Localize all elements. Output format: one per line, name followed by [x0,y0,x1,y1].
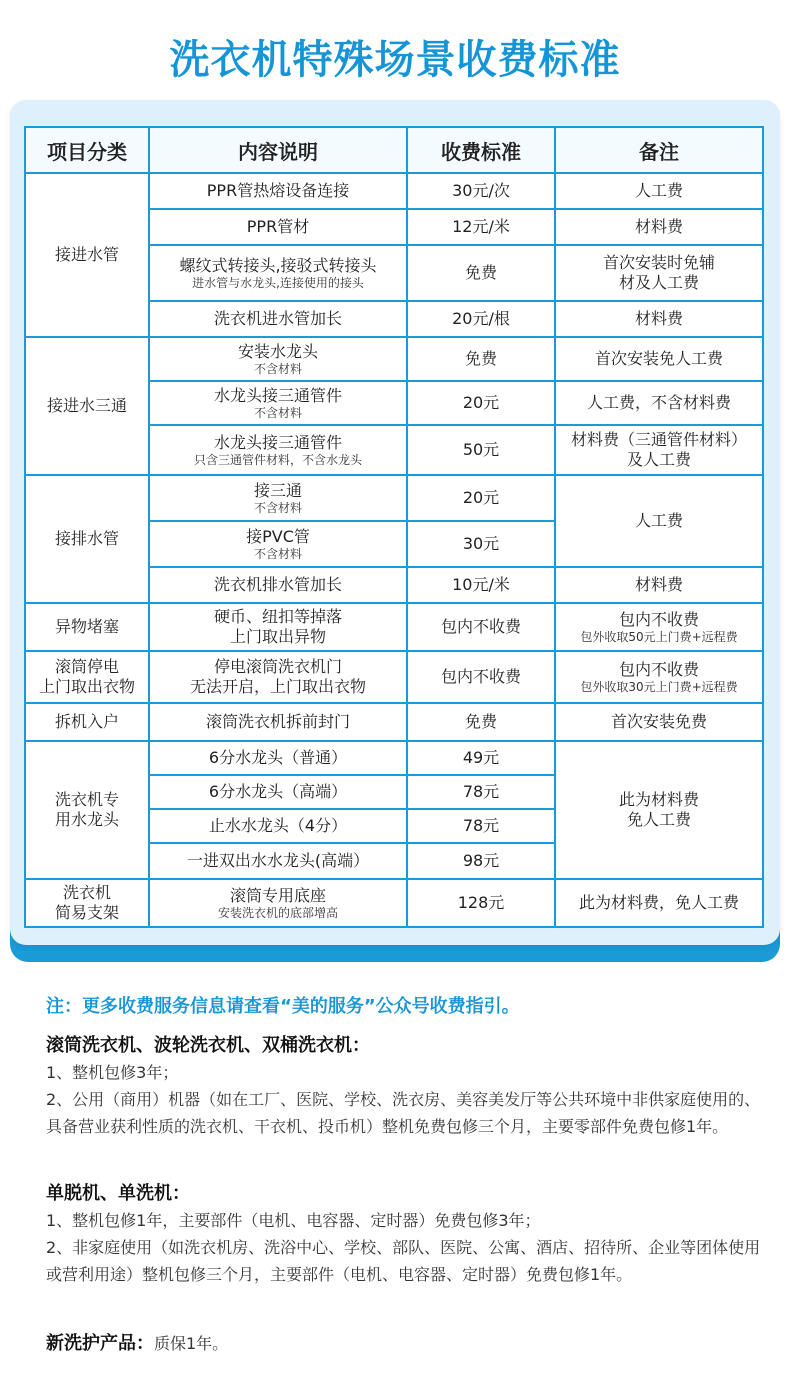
remark-line: 免人工费 [626,810,691,829]
content-cell: 6分水龙头（普通） [149,741,407,775]
section-heading: 单脱机、单洗机： [46,1183,190,1204]
fee-cell: 免费 [407,245,555,301]
remark-line: 及人工费 [626,450,691,469]
fee-cell: 免费 [407,703,555,741]
content-cell: 止水水龙头（4分） [149,809,407,843]
content-cell [149,475,407,521]
remark-cell [555,245,763,301]
page-title: 洗衣机特殊场景收费标准 [169,37,621,83]
content-main: 接PVC管 [246,527,310,546]
content-cell [149,651,407,703]
category-cell [25,879,149,927]
header-content: 内容说明 [149,127,407,173]
remark-cell: 首次安装免费 [555,703,763,741]
remark-cell [555,741,763,879]
category-cell: 异物堵塞 [25,603,149,651]
category-line: 用水龙头 [54,810,119,829]
section-text: 质保1年。 [154,1334,229,1353]
section-paragraph: 2、非家庭使用（如洗衣机房、洗浴中心、学校、部队、医院、公寓、酒店、招待所、企业等团体使用或营利用途）整机包修三个月，主要部件（电机、电容器、定时器）免费包修1年。 [46,1238,761,1284]
content-sub: 不含材料 [253,362,302,376]
content-line: 硬币、纽扣等掉落 [213,607,342,626]
table-row [25,173,763,209]
fee-cell: 免费 [407,337,555,381]
section-heading: 滚筒洗衣机、波轮洗衣机、双桶洗衣机： [46,1035,370,1056]
content-sub: 安装洗衣机的底部增高 [217,906,338,920]
remark-cell: 人工费 [555,173,763,209]
content-cell [149,603,407,651]
remark-cell: 人工费 [555,475,763,567]
warranty-section-3 [46,1330,766,1357]
remark-line: 材及人工费 [618,273,699,292]
content-cell [149,879,407,927]
category-cell: 接排水管 [25,475,149,603]
fee-cell: 10元/米 [407,567,555,603]
content-sub: 只含三通管件材料，不含水龙头 [193,453,362,467]
table-row [25,879,763,927]
category-cell [25,651,149,703]
table-row [25,337,763,381]
category-line: 上门取出衣物 [38,677,135,696]
fee-cell: 包内不收费 [407,603,555,651]
remark-line: 包内不收费 [618,610,699,629]
category-cell [25,741,149,879]
remark-cell [555,603,763,651]
table-row [25,603,763,651]
header-fee: 收费标准 [407,127,555,173]
category-cell: 拆机入户 [25,703,149,741]
header-row [25,127,763,173]
remark-cell: 人工费，不含材料费 [555,381,763,425]
fee-cell: 20元 [407,381,555,425]
content-line: 上门取出异物 [229,627,326,646]
content-cell [149,245,407,301]
content-cell: PPR管材 [149,209,407,245]
content-cell: 滚筒洗衣机拆前封门 [149,703,407,741]
category-line: 洗衣机专 [54,790,119,809]
remark-cell: 材料费 [555,301,763,337]
table-row [25,651,763,703]
content-main: 滚筒专用底座 [229,886,326,905]
content-cell: 6分水龙头（高端） [149,775,407,809]
table-row [25,703,763,741]
fee-cell: 128元 [407,879,555,927]
header-category: 项目分类 [25,127,149,173]
content-cell [149,521,407,567]
content-cell [149,337,407,381]
category-line: 滚筒停电 [54,657,119,676]
fee-cell: 30元 [407,521,555,567]
section-paragraph: 1、整机包修3年； [46,1063,179,1082]
fee-cell: 50元 [407,425,555,475]
remark-cell: 材料费 [555,567,763,603]
fee-cell: 78元 [407,775,555,809]
remark-cell: 首次安装免人工费 [555,337,763,381]
remark-line: 材料费（三通管件材料） [570,430,747,449]
remark-cell [555,651,763,703]
content-main: 安装水龙头 [237,342,318,361]
content-sub: 进水管与水龙头,连接使用的接头 [192,276,364,290]
remark-line: 首次安装时免辅 [602,253,715,272]
fee-cell: 98元 [407,843,555,879]
header-remark: 备注 [555,127,763,173]
content-cell [149,381,407,425]
section-paragraph: 1、整机包修1年，主要部件（电机、电容器、定时器）免费包修3年； [46,1211,541,1230]
content-main: 螺纹式转接头,接驳式转接头 [179,256,377,275]
table-row [25,741,763,775]
fee-cell: 49元 [407,741,555,775]
remark-line: 包内不收费 [618,660,699,679]
content-main: 水龙头接三通管件 [213,386,342,405]
content-cell: 一进双出水水龙头(高端） [149,843,407,879]
content-sub: 不含材料 [253,406,302,420]
remark-line: 此为材料费 [618,790,699,809]
content-cell: PPR管热熔设备连接 [149,173,407,209]
section-paragraph: 2、公用（商用）机器（如在工厂、医院、学校、洗衣房、美容美发厅等公共环境中非供家庭使用的、具备营业获利性质的洗衣机、干衣机、投币机）整机免费包修三个月，主要零部件免费包修1年。 [46,1090,761,1136]
remark-cell [555,425,763,475]
content-line: 停电滚筒洗衣机门 [213,657,342,676]
content-cell [149,425,407,475]
content-cell: 洗衣机排水管加长 [149,567,407,603]
category-cell: 接进水三通 [25,337,149,475]
fee-cell: 包内不收费 [407,651,555,703]
category-cell: 接进水管 [25,173,149,337]
content-sub: 不含材料 [253,547,302,561]
category-line: 洗衣机 [62,883,111,902]
fee-cell: 20元/根 [407,301,555,337]
content-cell: 洗衣机进水管加长 [149,301,407,337]
remark-cell: 材料费 [555,209,763,245]
fee-cell: 78元 [407,809,555,843]
warranty-section-2 [46,1180,766,1288]
table-row [25,475,763,521]
fee-cell: 12元/米 [407,209,555,245]
remark-sub: 包外收取30元上门费+远程费 [580,680,738,694]
section-heading: 新洗护产品： [46,1333,154,1354]
service-note: 注：更多收费服务信息请查看“美的服务”公众号收费指引。 [46,996,520,1017]
content-sub: 不含材料 [253,501,302,515]
fee-cell: 20元 [407,475,555,521]
content-main: 接三通 [253,481,302,500]
remark-sub: 包外收取50元上门费+远程费 [580,630,738,644]
fee-table [24,126,764,928]
content-main: 水龙头接三通管件 [213,433,342,452]
content-line: 无法开启，上门取出衣物 [189,677,366,696]
remark-cell: 此为材料费，免人工费 [555,879,763,927]
warranty-section-1 [46,1032,766,1140]
fee-cell: 30元/次 [407,173,555,209]
category-line: 简易支架 [54,903,119,922]
